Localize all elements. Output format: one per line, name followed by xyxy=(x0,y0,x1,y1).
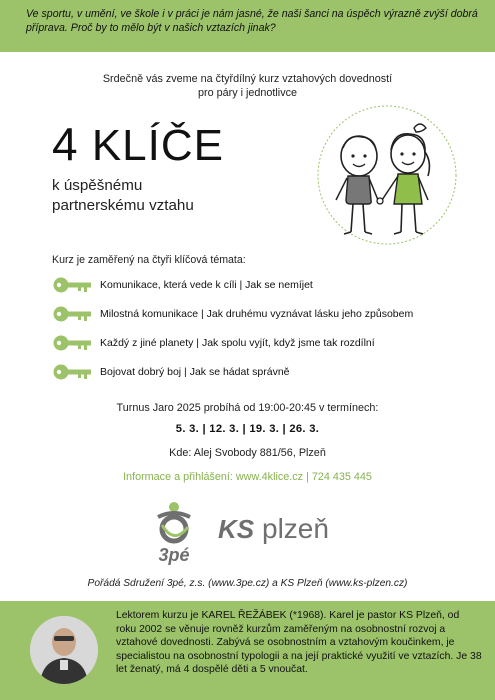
logo-ks-suffix: plzeň xyxy=(262,513,329,544)
topics-list xyxy=(52,270,472,386)
list-item xyxy=(52,328,472,357)
top-quote-band xyxy=(0,0,495,52)
key-icon xyxy=(52,274,94,296)
course-title xyxy=(52,120,224,170)
topic-label: Každý z jiné planety | Jak spolu vyjít, když jsme tak rozdílní xyxy=(100,336,375,349)
key-icon xyxy=(52,332,94,354)
invitation-line-1: Srdečně vás zveme na čtyřdílný kurz vztahových dovedností xyxy=(102,73,393,85)
subtitle-line-2: partnerskému vztahu xyxy=(52,197,194,214)
key-icon xyxy=(52,303,94,325)
topics-intro: Kurz je zaměřený na čtyři klíčová témata: xyxy=(52,254,246,266)
venue-address: Kde: Alej Svobody 881/56, Plzeň xyxy=(169,447,326,459)
key-icon xyxy=(52,361,94,383)
list-item xyxy=(52,357,472,386)
intro-quote: Ve sportu, v umění, ve škole i v práci je nám jasné, že naši šanci na úspěch výrazně zvýší dobrá příprava. Proč by to mělo být v našich vztazích jinak? xyxy=(26,8,478,34)
logo-3pe xyxy=(148,499,200,565)
contact-line[interactable]: Informace a přihlášení: www.4klice.cz | 724 435 445 xyxy=(123,471,372,483)
topic-label: Milostná komunikace | Jak druhému vyznávat lásku jeho způsobem xyxy=(100,307,414,320)
title-word: KLÍČE xyxy=(91,121,224,170)
invitation-text xyxy=(0,72,495,100)
logo-3pe-text: 3pé xyxy=(158,545,190,565)
logo-ks-prefix: KS xyxy=(218,514,255,544)
topic-label: Komunikace, která vede k cíli | Jak se nemíjet xyxy=(100,278,313,291)
topic-label: Bojovat dobrý boj | Jak se hádat správně xyxy=(100,365,290,378)
list-item xyxy=(52,299,472,328)
title-number: 4 xyxy=(52,118,79,170)
term-line: Turnus Jaro 2025 probíhá od 19:00-20:45 v termínech: xyxy=(116,402,379,414)
couple-illustration xyxy=(316,104,458,246)
logo-ks-plzen xyxy=(218,510,356,546)
list-item xyxy=(52,270,472,299)
organizer-line: Pořádá Sdružení 3pé, z.s. (www.3pe.cz) a KS Plzeň (www.ks-plzen.cz) xyxy=(87,578,408,589)
invitation-line-2: pro páry i jednotlivce xyxy=(197,87,298,99)
course-subtitle xyxy=(52,176,194,216)
lecturer-photo xyxy=(30,616,98,684)
lecturer-bio: Lektorem kurzu je KAREL ŘEŽÁBEK (*1968). Karel je pastor KS Plzeň, od roku 2002 se věnuje rovněž kurzům zaměřeným na osobnostní rozvoj a vztahové dovednosti. Zabývá se osobnostním a vztahovým koučinkem, je specialistou na osobnostní typologii a na její praktické využití ve vztazích. Je 38 let ženatý, má 4 dospělé děti a 5 vnoučat. xyxy=(116,610,482,676)
subtitle-line-1: k úspěšnému xyxy=(52,177,143,194)
course-dates: 5. 3. | 12. 3. | 19. 3. | 26. 3. xyxy=(175,423,320,435)
